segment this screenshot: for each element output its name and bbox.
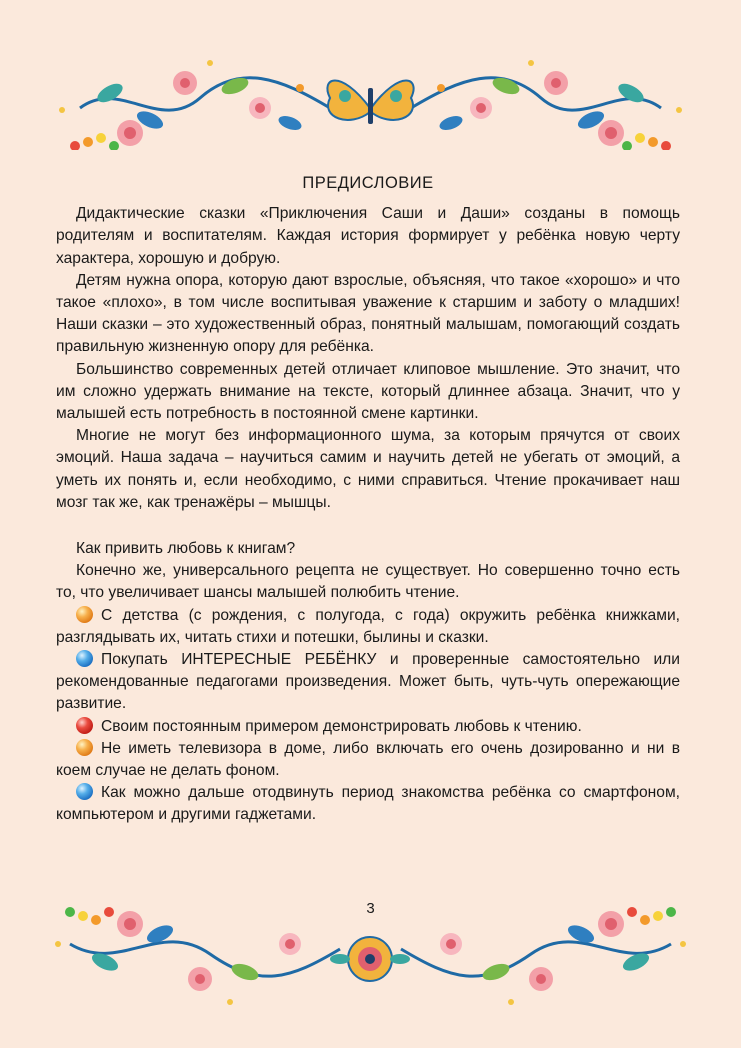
orange-bullet-icon <box>76 606 93 623</box>
tip-item <box>56 649 680 716</box>
tip-item <box>56 782 680 826</box>
tip-item <box>56 605 680 649</box>
blue-bullet-icon <box>76 783 93 800</box>
flower-center-icon <box>330 937 410 981</box>
paragraph: Дидактические сказки «Приключения Саши и Даши» созданы в помощь родителям и воспитателям. Каждая история формирует у ребёнка новую черту характера, хорошую и добрую. <box>56 205 680 267</box>
tip-item <box>56 738 680 782</box>
tip-text: Не иметь телевизора в доме, либо включать его очень дозированно и ни в коем случае не делать фоном. <box>56 739 680 780</box>
tip-text: С детства (с рождения, с полугода, с года) окружить ребёнка книжками, разглядывать их, читать стихи и потешки, былины и сказки. <box>56 606 680 646</box>
blue-bullet-icon <box>76 650 93 667</box>
bottom-ornament-beads <box>65 907 676 925</box>
tip-text: Своим постоянным примером демонстрировать любовь к чтению. <box>101 717 582 735</box>
bottom-floral-ornament <box>0 904 741 1014</box>
paragraph: Большинство современных детей отличает клиповое мышление. Это значит, что им сложно удержать внимание на тексте, который длиннее абзаца. Значит, что у малышей есть потребность в постоянной смене картинки. <box>56 360 680 423</box>
answer-intro: Конечно же, универсального рецепта не существует. Но совершенно точно есть то, что увеличивает шансы малышей полюбить чтение. <box>56 562 680 602</box>
tip-item <box>56 716 680 738</box>
preface-body <box>56 172 680 827</box>
page-title: ПРЕДИСЛОВИЕ <box>302 174 434 192</box>
tip-text: Покупать ИНТЕРЕСНЫЕ РЕБЁНКУ и проверенные самостоятельно или рекомендованные педагогами произведения. Может быть, чуть-чуть опережающие развитие. <box>56 651 680 713</box>
paragraph: Многие не могут без информационного шума, за которым прячутся от своих эмоций. Наша задача – научиться самим и научить детей не убегать от эмоций, а уметь их понять и, если необходимо, с ними справиться. Чтение прокачивает наш мозг так же, как тренажёры – мышцы. <box>56 427 680 511</box>
orange-bullet-icon <box>76 739 93 756</box>
red-bullet-icon <box>76 717 93 734</box>
page-number: 3 <box>366 900 375 917</box>
butterfly-icon <box>327 81 413 125</box>
top-floral-ornament <box>0 38 741 150</box>
question-heading: Как привить любовь к книгам? <box>76 540 296 558</box>
tip-text: Как можно дальше отодвинуть период знакомства ребёнка со смартфоном, компьютером и другими гаджетами. <box>56 784 680 824</box>
paragraph: Детям нужна опора, которую дают взрослые, объясняя, что такое «хорошо» и что такое «плохо», в том числе воспитывая уважение к старшим и заботу о младших! Наши сказки – это художественный образ, понятный малышам, помогающий создать правильную жизненную опору для ребёнка. <box>56 271 680 356</box>
